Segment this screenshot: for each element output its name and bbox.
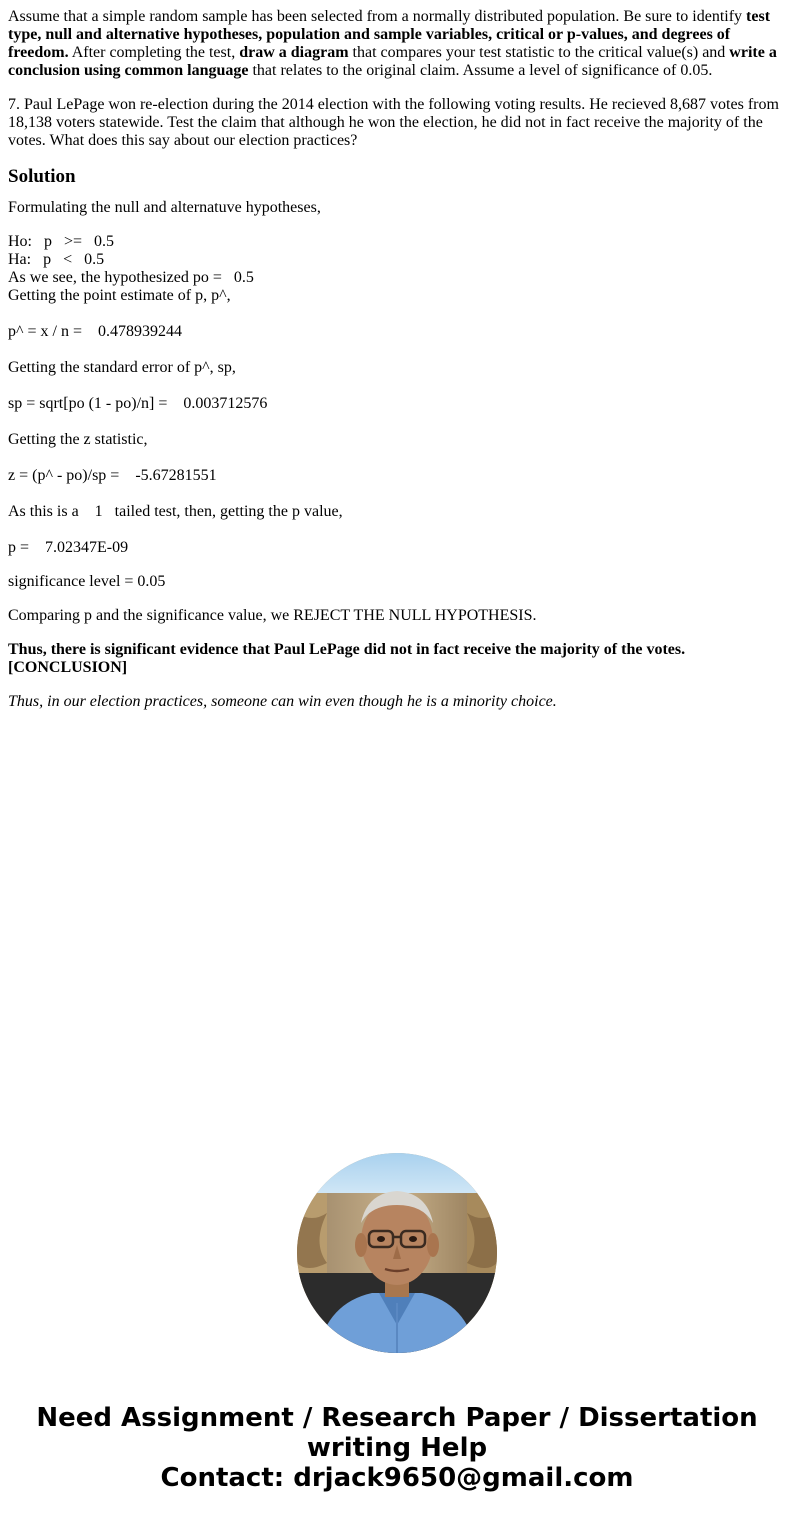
avatar-portrait-image	[297, 1153, 497, 1353]
solution-heading: Solution	[8, 166, 76, 187]
footer-line-2: writing Help	[306, 1433, 488, 1463]
tailed-test-text: As this is a 1 tailed test, then, getting the p value,	[8, 503, 343, 520]
p-value: p = 7.02347E-09	[8, 539, 129, 556]
null-hypothesis: Ho: p >= 0.5	[8, 233, 115, 250]
intro-text-3: that compares your test statistic to the critical value(s) and	[348, 44, 730, 61]
footer-line-1: Need Assignment / Research Paper / Dissertation	[36, 1403, 758, 1433]
comparison-result: Comparing p and the significance value, we REJECT THE NULL HYPOTHESIS.	[8, 607, 537, 624]
question-text: 7. Paul LePage won re-election during the 2014 election with the following voting results. He recieved 8,687 votes from 18,138 voters statewide. Test the claim that although he won the election, he did not in fact receive the majority of the votes. What does this say about our election practices?	[8, 96, 779, 149]
conclusion-text	[8, 641, 786, 677]
intro-paragraph	[8, 8, 786, 80]
author-avatar	[297, 1153, 497, 1353]
standard-error-intro: Getting the standard error of p^, sp,	[8, 359, 236, 376]
document-body	[0, 0, 794, 711]
z-statistic-value: z = (p^ - po)/sp = -5.67281551	[8, 467, 217, 484]
contact-footer	[0, 1403, 794, 1493]
alternative-hypothesis: Ha: p < 0.5	[8, 251, 105, 268]
election-note	[8, 693, 786, 711]
footer-line-3: Contact: drjack9650@gmail.com	[160, 1463, 634, 1493]
point-estimate-intro: Getting the point estimate of p, p^,	[8, 287, 231, 304]
intro-text-4: that relates to the original claim. Assume a level of significance of 0.05.	[248, 62, 713, 79]
intro-bold-1: test type, null and alternative hypotheses, population and sample variables, critical or p-values, and degrees of freedom.	[8, 8, 771, 61]
standard-error-value: sp = sqrt[po (1 - po)/n] = 0.003712576	[8, 395, 268, 412]
point-estimate-value: p^ = x / n = 0.478939244	[8, 323, 182, 340]
intro-bold-2: draw a diagram	[239, 44, 349, 61]
hypotheses-block	[8, 233, 786, 557]
conclusion-bold: Thus, there is significant evidence that Paul LePage did not in fact receive the majority of the votes. [CONCLUSION]	[8, 641, 686, 676]
hypothesized-value: As we see, the hypothesized po = 0.5	[8, 269, 254, 286]
intro-text-2: After completing the test,	[68, 44, 240, 61]
z-statistic-intro: Getting the z statistic,	[8, 431, 148, 448]
intro-text-1: Assume that a simple random sample has been selected from a normally distributed population. Be sure to identify	[8, 8, 747, 25]
formulating-text: Formulating the null and alternatuve hypotheses,	[8, 199, 321, 216]
election-note-italic: Thus, in our election practices, someone can win even though he is a minority choice.	[8, 693, 557, 710]
significance-level: significance level = 0.05	[8, 573, 166, 590]
intro-bold-3: write a conclusion using common language	[8, 44, 777, 79]
